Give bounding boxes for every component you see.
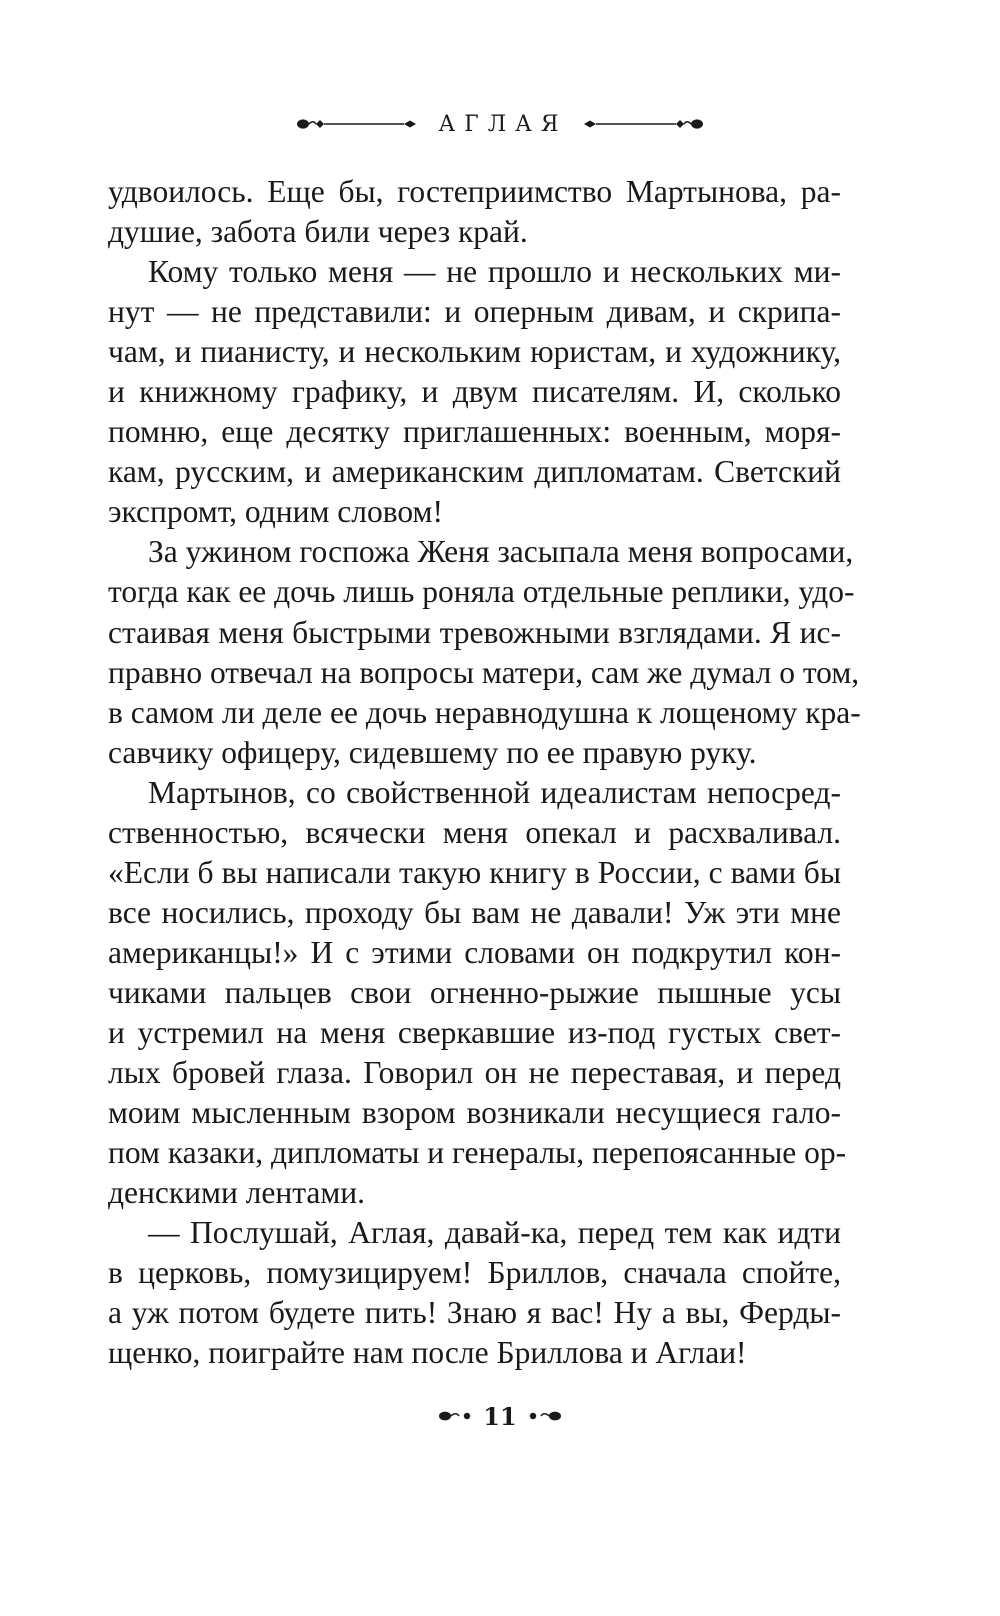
text-line: и книжному графику, и двум писателям. И, сколько (108, 374, 841, 410)
text-line: савчику офицеру, сидевшему по ее правую руку. (108, 734, 757, 770)
text-line: пом казаки, дипломаты и генералы, перепоясанные ор- (108, 1135, 847, 1171)
paragraph (108, 773, 847, 1214)
paragraph (108, 172, 841, 252)
folio (0, 1398, 1000, 1434)
running-header-title: АГЛАЯ (438, 111, 568, 137)
paragraph (108, 532, 861, 772)
text-line: душие, забота били через край. (108, 214, 528, 250)
text-line: денскими лентами. (108, 1175, 366, 1211)
text-line: и устремил на меня сверкавшие из-под густых свет- (108, 1014, 841, 1050)
text-line: в самом ли деле ее дочь неравнодушна к лощеному кра- (108, 694, 861, 730)
running-header (0, 104, 1000, 144)
text-line: Мартынов, со свойственной идеалистам непосред- (148, 774, 841, 810)
text-line: в церковь, помузицируем! Бриллов, сначала спойте, (108, 1255, 841, 1291)
text-line: щенко, поиграйте нам после Бриллова и Аглаи! (108, 1335, 747, 1371)
right-flourish-ornament-icon (580, 114, 704, 134)
text-line: «Если б вы написали такую книгу в России, с вами бы (108, 854, 841, 890)
text-line: экспромт, одним словом! (108, 494, 443, 530)
page-number: 11 (483, 1401, 517, 1431)
text-line: правно отвечал на вопросы матери, сам же думал о том, (108, 654, 860, 690)
folio-left-ornament-icon (437, 1408, 473, 1424)
text-line: Кому только меня — не прошло и нескольких ми- (148, 254, 841, 290)
paragraph (108, 1213, 841, 1373)
paragraph (108, 252, 841, 532)
text-line: моим мысленным взором возникали несущиеся гало- (108, 1095, 841, 1131)
body-text (108, 172, 861, 1373)
text-line: — Послушай, Аглая, давай-ка, перед тем как идти (148, 1215, 841, 1251)
folio-right-ornament-icon (527, 1408, 563, 1424)
text-line: все носились, проходу бы вам не давали! Уж эти мне (108, 894, 841, 930)
text-line: чам, и пианисту, и нескольким юристам, и художнику, (108, 334, 841, 370)
text-line: лых бровей глаза. Говорил он не переставая, и перед (108, 1055, 841, 1091)
text-line: удвоилось. Еще бы, гостеприимство Мартынова, ра- (108, 174, 841, 209)
text-line: чиками пальцев свои огненно-рыжие пышные усы (108, 974, 841, 1010)
text-line: За ужином госпожа Женя засыпала меня вопросами, (148, 534, 854, 570)
text-line: ственностью, всячески меня опекал и расхваливал. (108, 814, 841, 850)
text-line: американцы!» И с этими словами он подкрутил кон- (108, 934, 841, 970)
text-line: тогда как ее дочь лишь роняла отдельные реплики, удо- (108, 574, 855, 610)
left-flourish-ornament-icon (296, 114, 420, 134)
text-line: кам, русским, и американским дипломатам. Светский (108, 454, 841, 490)
text-line: а уж потом будете пить! Знаю я вас! Ну а вы, Ферды- (108, 1295, 841, 1331)
text-line: помню, еще десятку приглашенных: военным, моря- (108, 414, 841, 450)
text-line: нут — не представили: и оперным дивам, и скрипа- (108, 294, 841, 330)
text-line: стаивая меня быстрыми тревожными взглядами. Я ис- (108, 614, 841, 650)
